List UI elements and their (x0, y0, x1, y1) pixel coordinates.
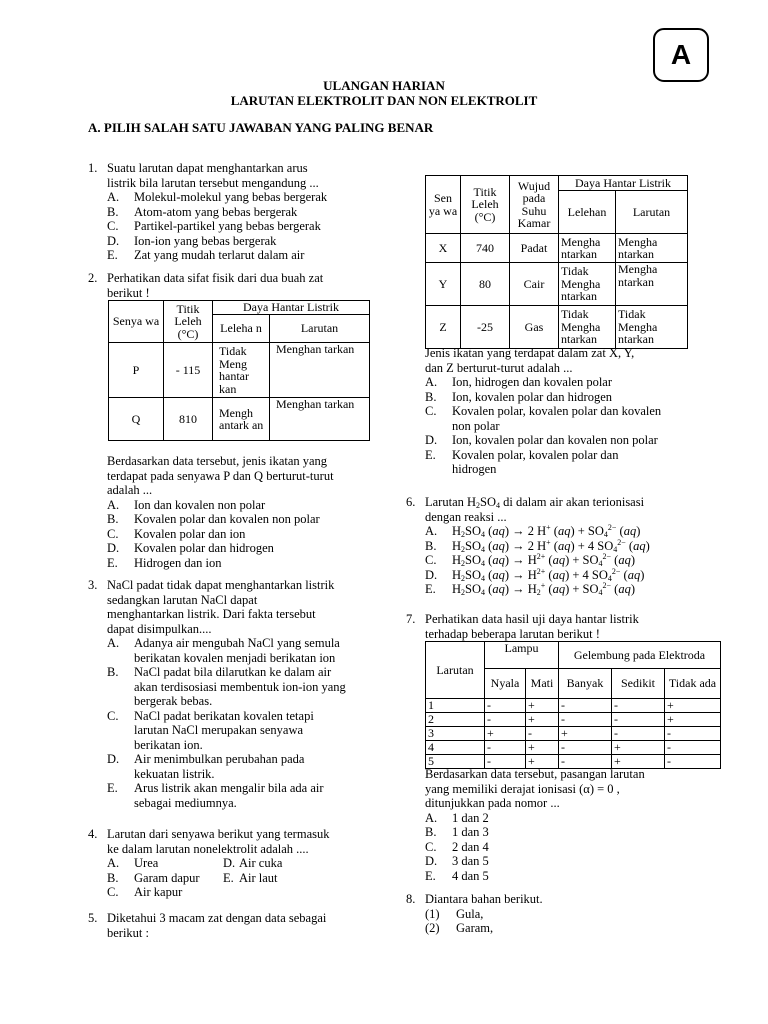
header-lampu: Lampu (485, 642, 559, 669)
option-text: Kovalen polar dan hidrogen (134, 541, 274, 555)
header-titik-leleh: Titik Leleh (°C) (461, 176, 510, 234)
option-text: 4 dan 5 (452, 868, 489, 883)
cell: + (612, 755, 665, 769)
question-number: 6. (406, 495, 416, 509)
text-line: terhadap beberapa larutan berikut ! (425, 626, 600, 641)
list-item (406, 921, 706, 936)
table-row (426, 234, 688, 263)
state: aq (552, 567, 566, 582)
option-text: 2 dan 4 (452, 839, 489, 854)
state: aq (552, 582, 566, 596)
header-lelehan: Leleha n (213, 315, 270, 343)
state: aq (627, 567, 641, 582)
option-letter: D. (425, 433, 438, 447)
option-text: 1 dan 3 (452, 825, 489, 839)
question-1 (88, 161, 388, 263)
text-line: terdapat pada senyawa P dan Q berturut-turut (107, 468, 334, 483)
option-text: Kovalen polar dan kovalen non polar (134, 512, 320, 526)
question-text (425, 892, 706, 907)
option-text: Kovalen polar dan ion (134, 526, 246, 541)
question-number: 2. (88, 271, 98, 285)
section-heading: A. PILIH SALAH SATU JAWABAN YANG PALING BENAR (88, 120, 434, 135)
option-letter: E. (425, 447, 436, 462)
option-d[interactable] (406, 854, 706, 869)
option-letter: A. (107, 190, 120, 204)
option-d[interactable]: D. $H_2SO_4$ $(aq) \to H^{2+}$ (aq) + 4 $SO_4^{2-}$ (aq) (425, 566, 645, 583)
header-banyak: Banyak (559, 669, 612, 699)
header-daya-hantar: Daya Hantar Listrik (559, 176, 688, 191)
option-letter: D. (107, 752, 120, 766)
cell: + (526, 741, 559, 755)
question-8 (406, 892, 706, 936)
question-text (107, 161, 388, 190)
option-letter: B. (107, 204, 119, 219)
state: aq (557, 538, 571, 553)
cell: - (526, 727, 559, 741)
charge: + (540, 581, 546, 590)
text-line: Perhatikan data hasil uji daya hantar listrik (425, 612, 639, 626)
option-letter: A. (107, 636, 120, 650)
option-text: Adanya air mengubah NaCl yang semula berikatan kovalen menjadi berikatan ion (134, 636, 340, 665)
option-letter: E. (107, 555, 118, 570)
subscript: 4 (481, 588, 486, 597)
option-b[interactable]: Garam dapur (134, 870, 200, 885)
option-a[interactable]: A. $H_2SO_4$ (aq) → 2 H+ $(aq) + SO_4^{2-}$ (aq) (425, 523, 641, 539)
header-nyala: Nyala (485, 669, 526, 699)
cell: Y (426, 263, 461, 306)
question-2-prompt (88, 454, 388, 570)
text-line: adalah ... (107, 483, 153, 497)
subscript: 4 (481, 544, 486, 554)
text-line: Berdasarkan data tersebut, pasangan larutan (425, 767, 645, 781)
option-c[interactable] (88, 219, 388, 234)
item-text: Garam, (456, 921, 494, 935)
cell: - (485, 699, 526, 713)
option-a[interactable] (406, 811, 706, 826)
table-row (426, 263, 688, 306)
text-line: dapat disimpulkan.... (107, 621, 212, 636)
question-text (107, 454, 388, 498)
header-larutan: Larutan (426, 642, 485, 699)
option-letter: E. (425, 582, 436, 596)
q5-data-table (425, 175, 688, 349)
text-line: Larutan dari senyawa berikut yang termasuk (107, 827, 330, 841)
coefficient: 2 (527, 538, 534, 553)
option-letter: C. (425, 404, 437, 418)
header-daya-hantar: Daya Hantar Listrik (213, 301, 370, 315)
option-c[interactable] (406, 840, 706, 855)
question-text (425, 346, 706, 375)
text-line: sedangkan larutan NaCl dapat (107, 592, 258, 607)
cell: + (665, 713, 721, 727)
charge: 2− (602, 581, 612, 590)
text-line: Diketahui 3 macam zat dengan data sebagai (107, 911, 327, 925)
table-row (109, 398, 370, 441)
subscript: 2 (461, 588, 466, 597)
state: aq (492, 553, 505, 567)
state: aq (492, 567, 505, 582)
charge: 2− (602, 552, 612, 561)
option-letter: A. (107, 856, 120, 870)
subscript: 2 (461, 544, 466, 554)
option-letter: E. (425, 868, 436, 883)
option-row (88, 871, 388, 886)
charge: 2− (611, 566, 621, 576)
option-e[interactable]: E. $H_2SO_4$ $(aq) \to H_2^+$ $(aq) + SO_4^{2-}$ (aq) (425, 581, 636, 597)
option-b[interactable] (406, 390, 662, 405)
option-letter: B. (107, 512, 119, 526)
option-text: Air kapur (134, 885, 183, 899)
question-text (107, 271, 388, 300)
cell: X (426, 234, 461, 263)
option-e[interactable]: Air laut (239, 870, 278, 885)
list-item (406, 907, 706, 922)
option-letter: D. (223, 856, 236, 870)
option-e[interactable] (88, 781, 349, 810)
item-text: Gula, (456, 906, 484, 921)
cell: - (559, 741, 612, 755)
option-text: Ion, kovalen polar dan hidrogen (452, 389, 613, 404)
item-number: (2) (425, 921, 440, 935)
option-c[interactable] (406, 404, 662, 433)
option-text: Ion, hidrogen dan kovalen polar (452, 375, 613, 389)
question-text (425, 612, 706, 641)
option-b[interactable] (406, 825, 706, 840)
option-letter: C. (425, 839, 437, 854)
cell: Mengha ntarkan (616, 234, 688, 263)
option-d[interactable] (88, 752, 349, 781)
text-line: Berdasarkan data tersebut, jenis ikatan yang (107, 454, 328, 468)
text-line: yang memiliki derajat ionisasi (α) = 0 , (425, 781, 620, 796)
state: aq (633, 538, 646, 553)
subscript: 4 (607, 573, 612, 583)
question-7-prompt (406, 767, 706, 883)
question-text (107, 827, 388, 856)
cell: - (612, 713, 665, 727)
cell: + (612, 741, 665, 755)
option-text: 3 dan 5 (452, 854, 489, 868)
question-5 (88, 911, 388, 940)
subscript: 2 (476, 501, 481, 510)
question-text (107, 911, 388, 940)
header-larutan: Larutan (616, 191, 688, 234)
charge: 2− (617, 537, 626, 547)
text-line: Suatu larutan dapat menghantarkan arus (107, 161, 308, 175)
cell: Tidak Meng hantar kan (213, 343, 270, 398)
table-row (426, 306, 688, 349)
text-line: ditunjukkan pada nomor ... (425, 796, 560, 810)
option-letter: B. (425, 389, 437, 404)
subscript: 2 (461, 530, 466, 539)
subscript: 2 (461, 573, 466, 583)
question-number: 5. (88, 911, 98, 925)
cell: - (665, 727, 721, 741)
cell: - (485, 713, 526, 727)
charge: + (546, 523, 551, 532)
option-letter: B. (107, 665, 119, 679)
cell: Cair (510, 263, 559, 306)
text-line: Diantara bahan berikut. (425, 892, 543, 906)
cell: - 115 (164, 343, 213, 398)
header-senyawa: Sen ya wa (426, 176, 461, 234)
version-badge: A (653, 28, 709, 82)
option-text: Partikel-partikel yang bebas bergerak (134, 219, 321, 233)
header-larutan: Larutan (270, 315, 370, 343)
option-c[interactable] (88, 709, 349, 753)
header-tidak-ada: Tidak ada (665, 669, 721, 699)
state: aq (492, 524, 505, 538)
header-senyawa: Senya wa (109, 301, 164, 343)
cell: 5 (426, 755, 485, 769)
cell: 80 (461, 263, 510, 306)
cell: Q (109, 398, 164, 441)
table-row (426, 727, 721, 741)
cell: + (526, 713, 559, 727)
option-letter: D. (425, 567, 438, 582)
option-letter: C. (107, 219, 119, 233)
header-titik-leleh: Titik Leleh (°C) (164, 301, 213, 343)
header-mati: Mati (526, 669, 559, 699)
question-text (425, 767, 706, 811)
text-line: berikut : (107, 925, 150, 940)
option-letter: C. (107, 885, 119, 899)
subscript: 4 (481, 530, 486, 539)
option-text: NaCl padat berikatan kovalen tetapi larutan NaCl merupakan senyawa berikatan ion. (134, 708, 314, 752)
option-letter: D. (425, 854, 438, 868)
table-row (426, 699, 721, 713)
coefficient: 4 (582, 567, 589, 582)
cell: - (485, 741, 526, 755)
cell: - (485, 755, 526, 769)
option-letter: E. (107, 781, 118, 795)
state: aq (552, 553, 566, 567)
charge: 2− (607, 523, 617, 532)
option-b[interactable] (88, 665, 349, 709)
option-d[interactable]: Air cuka (239, 856, 283, 870)
option-row (88, 856, 388, 871)
option-text: Atom-atom yang bebas bergerak (134, 204, 298, 219)
option-e[interactable] (406, 448, 662, 477)
q2-data-table (108, 300, 370, 441)
cell: Tidak Mengha ntarkan (559, 306, 616, 349)
cell: Z (426, 306, 461, 349)
text-line: Perhatikan data sifat fisik dari dua buah zat (107, 271, 324, 285)
option-d[interactable] (88, 234, 388, 249)
option-text: Zat yang mudah terlarut dalam air (134, 248, 305, 262)
text-line: Jenis ikatan yang terdapat dalam zat X, Y, (425, 346, 635, 360)
exam-title: ULANGAN HARIAN (323, 78, 445, 93)
table-row (426, 741, 721, 755)
header-gelembung: Gelembung pada Elektroda (559, 642, 721, 669)
cell: Mengha ntarkan (616, 263, 688, 306)
subscript: 4 (598, 559, 603, 568)
question-number: 7. (406, 612, 416, 626)
option-text: Arus listrik akan mengalir bila ada air sebagai mediumnya. (134, 781, 324, 810)
cell: - (612, 727, 665, 741)
header-wujud: Wujud pada Suhu Kamar (510, 176, 559, 234)
question-6 (406, 495, 706, 597)
text-line: menghantarkan listrik. Dari fakta tersebut (107, 607, 316, 621)
question-number: 1. (88, 161, 98, 175)
cell: + (559, 727, 612, 741)
subscript: 4 (481, 559, 486, 568)
state: aq (618, 553, 631, 567)
option-text: Kovalen polar, kovalen polar dan kovalen non polar (452, 404, 662, 433)
question-text (107, 578, 388, 636)
cell: Padat (510, 234, 559, 263)
subscript: 4 (598, 588, 603, 597)
option-b[interactable]: B. $H_2SO_4$ (aq) → 2 H+ (aq) + 4 $SO_4^{2-}$ (aq) (425, 537, 650, 554)
cell: + (526, 699, 559, 713)
cell: 1 (426, 699, 485, 713)
option-d[interactable] (406, 433, 682, 448)
option-text: Molekul-molekul yang bebas bergerak (134, 190, 328, 204)
option-e[interactable] (406, 869, 706, 884)
option-d[interactable] (88, 541, 388, 556)
cell: + (665, 699, 721, 713)
cell: 810 (164, 398, 213, 441)
cell: + (485, 727, 526, 741)
cell: - (612, 699, 665, 713)
subscript: 4 (496, 501, 501, 510)
cell: - (559, 755, 612, 769)
option-letter: D. (107, 541, 120, 555)
q7-data-table (425, 641, 721, 769)
cell: Tidak Mengha ntarkan (616, 306, 688, 349)
option-letter: A. (425, 810, 438, 825)
option-a[interactable] (406, 375, 662, 390)
option-letter: B. (425, 538, 437, 553)
state: aq (492, 538, 505, 553)
charge: 2+ (536, 566, 546, 576)
subscript: 2 (461, 559, 466, 568)
subscript: 4 (613, 544, 618, 554)
cell: + (526, 755, 559, 769)
cell: Menghan tarkan (270, 343, 370, 398)
option-letter: D. (107, 233, 120, 248)
charge: + (546, 537, 551, 547)
option-a[interactable]: Urea (134, 856, 159, 870)
question-number: 4. (88, 827, 98, 841)
option-b[interactable] (88, 205, 388, 220)
question-2 (88, 271, 388, 300)
text-line: NaCl padat tidak dapat menghantarkan listrik (107, 578, 335, 592)
option-b[interactable] (88, 512, 388, 527)
option-c[interactable] (88, 527, 388, 542)
text-line: dan Z berturut-turut adalah ... (425, 360, 573, 375)
cell: 740 (461, 234, 510, 263)
table-row (109, 343, 370, 398)
cell: - (665, 755, 721, 769)
option-text: Ion, kovalen polar dan kovalen non polar (452, 433, 658, 447)
question-number: 3. (88, 578, 98, 592)
item-number: (1) (425, 906, 440, 921)
option-e[interactable] (88, 556, 388, 571)
cell: Mengha ntarkan (559, 234, 616, 263)
option-text: Air menimbulkan perubahan pada kekuatan listrik. (134, 752, 305, 781)
option-letter: A. (425, 375, 438, 389)
option-letter: E. (107, 248, 118, 262)
text-fragment: Larutan H (425, 495, 477, 509)
option-letter: C. (107, 708, 119, 723)
text-line: dengan reaksi ... (425, 509, 507, 524)
subscript: 4 (481, 573, 486, 583)
question-3 (88, 578, 388, 810)
text-line: listrik bila larutan tersebut mengandung ... (107, 175, 319, 190)
option-letter: E. (223, 870, 234, 885)
option-letter: B. (107, 870, 119, 885)
subscript: 4 (603, 530, 608, 539)
state: aq (623, 524, 637, 538)
option-a[interactable] (88, 636, 349, 665)
cell: - (559, 713, 612, 727)
option-letter: C. (425, 553, 437, 567)
cell: - (665, 741, 721, 755)
text-line: Larutan $H_2SO_4$ di dalam air akan terionisasi (425, 495, 645, 510)
question-4 (88, 827, 388, 900)
cell: 3 (426, 727, 485, 741)
text-fragment: di dalam air akan terionisasi (500, 495, 645, 509)
option-e[interactable] (88, 248, 388, 263)
coefficient: 4 (587, 538, 595, 553)
option-letter: A. (107, 497, 120, 512)
coefficient: 2 (527, 524, 534, 538)
option-letter: A. (425, 524, 438, 538)
state: aq (557, 524, 571, 538)
option-text: Ion dan kovalen non polar (134, 497, 266, 512)
option-text: Hidrogen dan ion (134, 555, 222, 570)
cell: Menghan tarkan (270, 398, 370, 441)
option-text: NaCl padat bila dilarutkan ke dalam air akan terdisosiasi membentuk ion-ion yang bergerak bebas. (134, 665, 346, 708)
charge: 2+ (536, 552, 546, 561)
subscript: 2 (536, 588, 541, 597)
question-5-prompt (406, 346, 706, 477)
option-c[interactable] (88, 885, 388, 900)
question-7 (406, 612, 706, 641)
cell: 2 (426, 713, 485, 727)
header-sedikit: Sedikit (612, 669, 665, 699)
cell: 4 (426, 741, 485, 755)
option-text: Ion-ion yang bebas bergerak (134, 233, 277, 248)
exam-subtitle: LARUTAN ELEKTROLIT DAN NON ELEKTROLIT (230, 93, 538, 108)
option-a[interactable] (88, 190, 388, 205)
cell: Tidak Mengha ntarkan (559, 263, 616, 306)
question-number: 8. (406, 892, 416, 906)
option-text: Kovalen polar, kovalen polar dan hidrogen (452, 447, 619, 476)
option-a[interactable] (88, 498, 388, 513)
question-text (425, 495, 706, 524)
option-c[interactable]: C. $H_2SO_4$ $(aq) \to H^{2+}$ $(aq) + SO_4^{2-}$ (aq) (425, 552, 636, 568)
cell: P (109, 343, 164, 398)
header-lelehan: Lelehan (559, 191, 616, 234)
option-letter: B. (425, 825, 437, 839)
cell: Mengh antark an (213, 398, 270, 441)
option-letter: C. (107, 526, 119, 541)
state: aq (492, 582, 505, 596)
option-text: 1 dan 2 (452, 810, 489, 825)
text-line: berikut ! (107, 285, 150, 300)
state: aq (618, 582, 631, 596)
cell: Gas (510, 306, 559, 349)
table-row (426, 713, 721, 727)
cell: -25 (461, 306, 510, 349)
text-line: ke dalam larutan nonelektrolit adalah .... (107, 841, 309, 856)
cell: - (559, 699, 612, 713)
